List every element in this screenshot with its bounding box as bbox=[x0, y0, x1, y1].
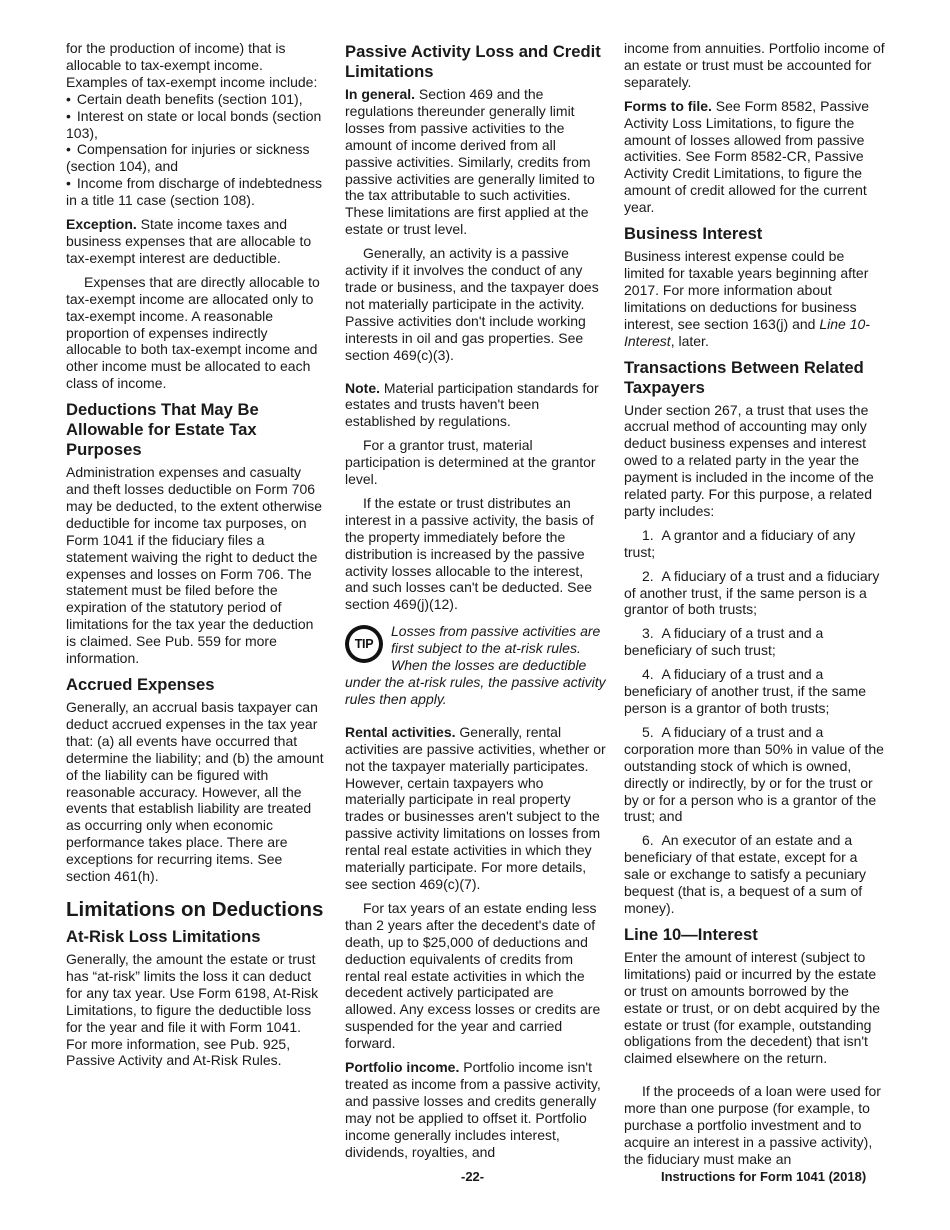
rental-paragraph bbox=[345, 724, 607, 893]
heading-related-taxpayers: Transactions Between Related Taxpayers bbox=[624, 357, 864, 397]
heading-limitations-on-deductions: Limitations on Deductions bbox=[66, 897, 324, 921]
column-3 bbox=[624, 40, 886, 1175]
line10-paragraph: Enter the amount of interest (subject to limitations) paid or incurred by the estate or trust on amounts borrowed by the estate or trust, or on debt acquired by the estate or trust (for example, outstanding obligations from the decedent) that isn't claimed elsewhere on the return. bbox=[624, 948, 881, 1067]
note-paragraph bbox=[345, 380, 607, 431]
heading-accrued-expenses: Accrued Expenses bbox=[66, 675, 215, 694]
portfolio-paragraph bbox=[345, 1059, 607, 1160]
at-risk-paragraph: Generally, the amount the estate or trust has “at-risk” limits the loss it can deduct for any tax year. Use Form 6198, At-Risk Limitations, to figure the deductible loss for the year and file it with Form 1041. For more information, see Pub. 925, Passive Activity and At-Risk Rules. bbox=[66, 950, 319, 1069]
bullet-item: • Interest on state or local bonds (section 103), bbox=[66, 108, 324, 142]
tax-years-paragraph: For tax years of an estate ending less than 2 years after the decedent's date of death, up to $25,000 of deductions and deduction equivalents of credits from rental real estate activities in which the decedent actively participated are allowed. Any excess losses or credits are suspended for the year and carried forward. bbox=[345, 899, 601, 1052]
bullet-item: • Certain death benefits (section 101), bbox=[66, 91, 324, 108]
bullet-item: • Income from discharge of indebtedness in a title 11 case (section 108). bbox=[66, 175, 324, 209]
exception-paragraph bbox=[66, 216, 324, 267]
forms-to-file-paragraph bbox=[624, 98, 886, 216]
note-text: Material participation standards for estates and trusts haven't been established by regulations. bbox=[345, 379, 599, 430]
tip-badge-label: TIP bbox=[349, 629, 379, 659]
heading-deductions-estate-tax: Deductions That May Be Allowable for Estate Tax Purposes bbox=[66, 400, 259, 460]
proceeds-paragraph: If the proceeds of a loan were used for more than one purpose (for example, to purchase a portfolio investment and to acquire an interest in a passive activity), the fiduciary must make an bbox=[624, 1083, 881, 1167]
related-party-item: 2. A fiduciary of a trust and a fiduciary of another trust, if the same person is a grantor of both trusts; bbox=[624, 567, 880, 618]
line10-reference: Line 10-Interest bbox=[624, 315, 870, 349]
rental-lead: Rental activities. bbox=[345, 723, 456, 740]
tip-icon bbox=[345, 625, 383, 663]
heading-business-interest: Business Interest bbox=[624, 224, 763, 244]
accrued-paragraph: Generally, an accrual basis taxpayer can deduct accrued expenses in the tax year that: (a) all events have occurred that determine the liability; and (b) the amount of the liability can be figured with reasonable accuracy. However, all the events that establish liability are treated as occurring only when economic performance takes place. There are exceptions for recurring items. See section 461(h). bbox=[66, 699, 324, 885]
bullet-item: • Compensation for injuries or sickness (section 104), and bbox=[66, 141, 324, 175]
tip-box bbox=[345, 623, 607, 708]
rental-text: Generally, rental activities are passive activities, whether or not the taxpayer materially participates. However, certain taxpayers who materially participate in real property trades or businesses aren't subject to the passive activity limitations on losses from rental real estate activities in which they materially participate. For more details, see section 469(c)(7). bbox=[345, 723, 606, 892]
heading-passive-activity: Passive Activity Loss and Credit Limitations bbox=[345, 42, 601, 81]
note-lead: Note. bbox=[345, 379, 380, 396]
portfolio-lead: Portfolio income. bbox=[345, 1059, 460, 1076]
forms-to-file-text: See Form 8582, Passive Activity Loss Limitations, to figure the amount of losses allowed from passive activities. See Form 8582-CR, Passive Activity Credit Limitations, to figure the amount of credit allowed for the current year. bbox=[624, 97, 870, 216]
in-general-paragraph bbox=[345, 86, 607, 238]
in-general-lead: In general. bbox=[345, 86, 416, 102]
heading-line10-interest: Line 10—Interest bbox=[624, 924, 758, 944]
expenses-paragraph: Expenses that are directly allocable to tax-exempt income are allocated only to tax-exempt income. A reasonable proportion of expenses indirectly allocable to both tax-exempt income and other income must be allocated to each class of income. bbox=[66, 273, 320, 392]
related-party-item: 3. A fiduciary of a trust and a beneficiary of such trust; bbox=[624, 625, 824, 659]
distributes-paragraph: If the estate or trust distributes an interest in a passive activity, the basis of the property immediately before the distribution is increased by the passive activity losses allocable to the interest, and such losses can't be deducted. See section 469(j)(12). bbox=[345, 494, 594, 613]
deductions-paragraph: Administration expenses and casualty and theft losses deductible on Form 706 may be deducted, to the extent otherwise deductible for income tax purposes, on Form 1041 if the fiduciary files a statement waiving the right to deduct the expenses and losses on Form 706. The statement must be filed before the expiration of the statutory period of limitations for the tax year the deduction is claimed. See Pub. 559 for more information. bbox=[66, 464, 323, 667]
exception-text: State income taxes and business expenses that are allocable to tax-exempt interest are deductible. bbox=[66, 216, 312, 266]
business-interest-text: Business interest expense could be limited for taxable years beginning after 2017. For more information about limitations on deductions for business interest, see section 163(j) and bbox=[624, 248, 869, 332]
related-party-item: 5. A fiduciary of a trust and a corporation more than 50% in value of the outstanding stock of which is owned, directly or indirectly, by or for the trust or by or for a person who is a grantor of the trust; and bbox=[624, 723, 884, 825]
column-2 bbox=[345, 40, 607, 1167]
related-party-item: 4. A fiduciary of a trust and a beneficiary of another trust, if the same person is a grantor of both trusts; bbox=[624, 666, 867, 716]
column-1 bbox=[66, 40, 324, 1076]
exception-lead: Exception. bbox=[66, 216, 137, 233]
forms-to-file-lead: Forms to file. bbox=[624, 97, 712, 114]
generally-paragraph: Generally, an activity is a passive activity if it involves the conduct of any trade or business, and the taxpayer does not materially participate in the activity. Passive activities don't include working interests in oil and gas properties. See section 469(c)(3). bbox=[345, 245, 599, 363]
portfolio-text: Portfolio income isn't treated as income from a passive activity, and passive losses and credits generally may not be applied to offset it. Portfolio income generally includes interest, dividends, royalties, and bbox=[345, 1059, 601, 1160]
heading-at-risk: At-Risk Loss Limitations bbox=[66, 926, 261, 946]
related-party-item: 1. A grantor and a fiduciary of any trust; bbox=[624, 526, 856, 560]
footer-title: Instructions for Form 1041 (2018) bbox=[661, 1169, 867, 1184]
intro-paragraph: for the production of income) that is allocable to tax-exempt income. Examples of tax-exempt income include: bbox=[66, 40, 318, 90]
tip-text: Losses from passive activities are first subject to the at-risk rules. When the losses are deductible under the at-risk rules, the passive activity rules then apply. bbox=[345, 623, 606, 707]
page-number: -22- bbox=[461, 1169, 485, 1184]
continuation-paragraph: income from annuities. Portfolio income of an estate or trust must be accounted for separately. bbox=[624, 40, 885, 90]
transactions-paragraph: Under section 267, a trust that uses the accrual method of accounting may only deduct business expenses and interest owed to a related party in the year the payment is included in the income of the related party. For this purpose, a related party includes: bbox=[624, 401, 874, 519]
business-interest-end: , later. bbox=[670, 332, 709, 349]
in-general-text: Section 469 and the regulations thereunder generally limit losses from passive activities to the amount of income derived from all passive activities. Similarly, credits from passive activities are generally limited to the tax attributable to such activities. These limitations are first applied at the estate or trust level. bbox=[345, 86, 595, 238]
related-party-item: 6. An executor of an estate and a beneficiary of that estate, except for a sale or exchange to satisfy a pecuniary bequest (that is, a bequest of a sum of money). bbox=[624, 832, 867, 916]
business-interest-paragraph bbox=[624, 248, 886, 349]
grantor-trust-paragraph: For a grantor trust, material participation is determined at the grantor level. bbox=[345, 437, 596, 488]
